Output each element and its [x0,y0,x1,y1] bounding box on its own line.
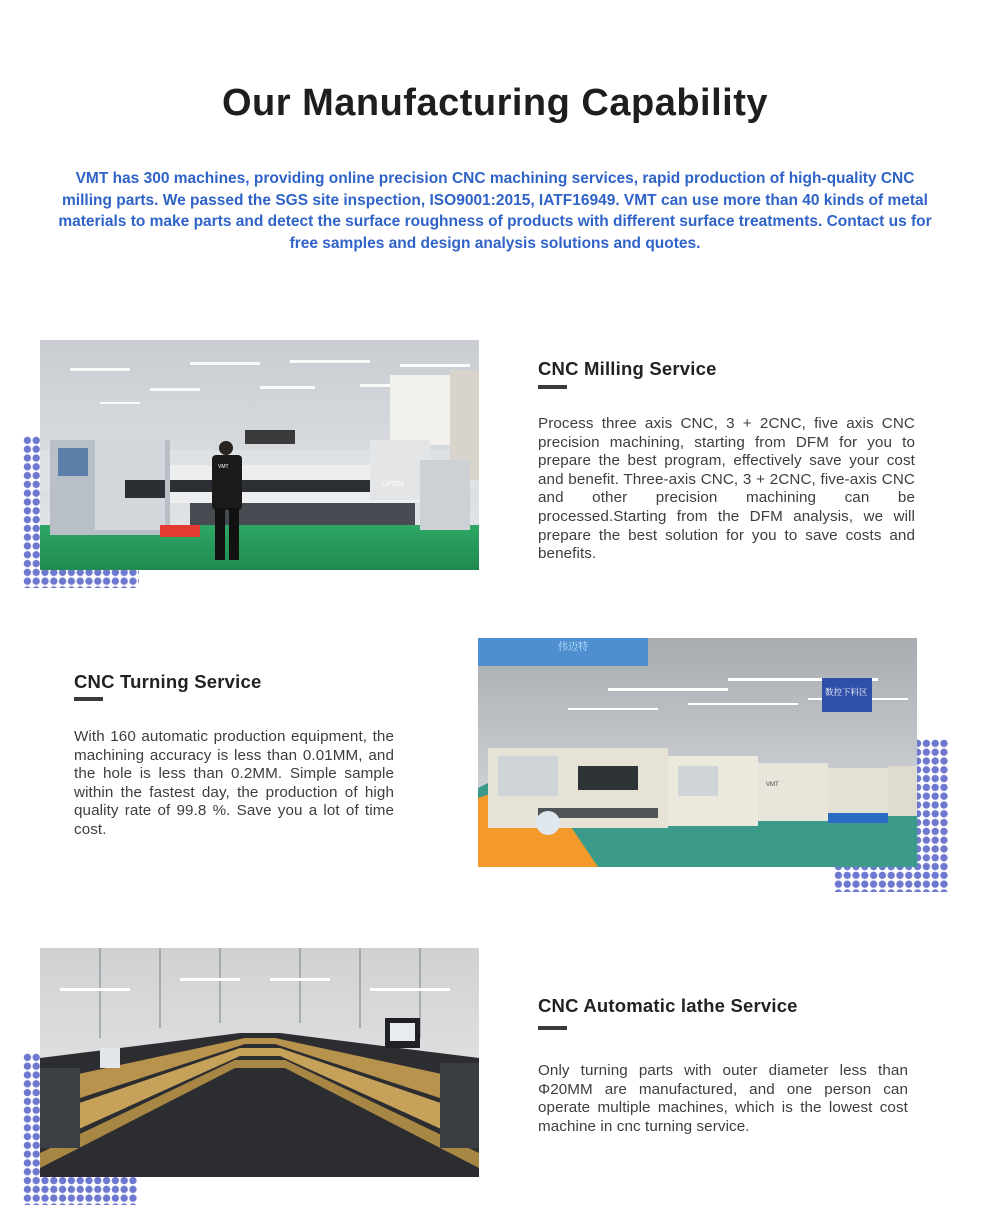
title-underline [74,697,103,701]
service-description-cnc-turning: With 160 automatic production equipment, the machining accuracy is less than 0.01MM, and the hole is less than 0.2MM. Simple sample within the fastest day, the production of high quality rate of 99.8 %. Save you a lot of time cost. [74,728,394,838]
shirt-logo: VMT [218,464,229,470]
cnc-turning-photo [478,638,917,867]
service-title-cnc-turning: CNC Turning Service [74,671,262,692]
cnc-automatic-lathe-photo [40,948,479,1177]
title-underline [538,385,567,389]
service-description-cnc-automatic-lathe: Only turning parts with outer diameter less than Φ20MM are manufactured, and one person can operate multiple machines, which is the lowest cost machine in cnc turning service. [538,1062,908,1135]
service-title-cnc-milling: CNC Milling Service [538,358,717,379]
zone-sign: 数控下料区 [825,688,868,698]
cnc-milling-photo [40,340,479,570]
service-description-cnc-milling: Process three axis CNC, 3 + 2CNC, five axis CNC precision machining, starting from DFM for you to prepare the best program, effectively save your cost and benefit. Three-axis CNC, 3 + 2CNC, five-axis CNC and other precision machining can be processed.Starting from the DFM analysis, we will prepare the best solution for you to save costs and benefits. [538,415,915,563]
title-underline [538,1026,567,1030]
machine-tag: VMT [766,782,779,788]
banner-text: 伟迈特 [558,642,588,653]
machine-tag: UPZ53 [382,481,404,488]
page-title: Our Manufacturing Capability [221,82,769,124]
service-title-cnc-automatic-lathe: CNC Automatic lathe Service [538,995,798,1016]
intro-text: VMT has 300 machines, providing online precision CNC machining services, rapid production of high-quality CNC milling parts. We passed the SGS site inspection, ISO9001:2015, IATF16949. VMT can use more than 40 kinds of metal materials to make parts and detect the surface roughness of products with different surface treatments. Contact us for free samples and design analysis solutions and quotes. [58,170,932,252]
